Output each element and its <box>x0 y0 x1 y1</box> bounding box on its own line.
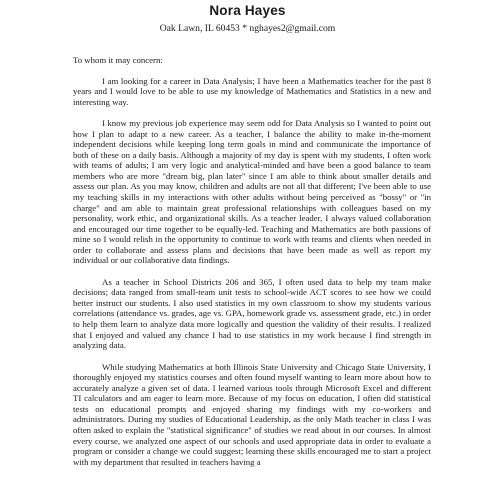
sender-contact: Oak Lawn, IL 60453 * nghayes2@gmail.com <box>159 23 336 34</box>
paragraph-education: While studying Mathematics at both Illinois State University and Chicago State University, I thoroughly enjoyed my statistics courses and often found myself wanting to learn more about how to accurately analyze a given set of data. I learned various tools through Microsoft Excel and different TI calculators and am eager to learn more. Because of my focus on education, I often did statistical tests on educational prompts and enjoyed sharing my findings with my co-workers and administrators. During my studies of Educational Leadership, as the only Math teacher in class I was often asked to explain the "statistical significance" of studies we read about in our courses. In almost every course, we analyzed one aspect of our schools and used appropriate data in order to evaluate a program or consider a change we could suggest; learning these skills encouraged me to start a project with my department that resulted in teachers having a <box>73 361 431 467</box>
sender-name: Nora Hayes <box>209 3 286 18</box>
salutation: To whom it may concern: <box>73 55 163 65</box>
letter-body <box>73 55 431 478</box>
paragraph-intro: I am looking for a career in Data Analysis; I have been a Mathematics teacher for the past 8 years and I would love to be able to use my knowledge of Mathematics and Statistics in a new and interesting way. <box>73 75 431 107</box>
paragraph-data-use: As a teacher in School Districts 206 and 365, I often used data to help my team make decisions; data ranged from small-team unit tests to school-wide ACT scores to see how we could better instruct our students. I also used statistics in my own classroom to show my students various correlations (attendance vs. grades, age vs. GPA, homework grade vs. assessment grade, etc.) in order to help them learn to analyze data more logically and question the validity of their results. I realized that I enjoyed and valued any chance I had to use statistics in my work because I find strength in analyzing data. <box>73 276 431 351</box>
paragraph-experience: I know my previous job experience may seem odd for Data Analysis so I wanted to point out how I plan to adapt to a new career. As a teacher, I balance the ability to make in-the-moment independent decisions while keeping long term goals in mind and communicate the importance of both of these on a daily basis. Although a majority of my day is spent with my students, I often work with teams of adults; I am very logic and analytical-minded and have been a good balance to team members who are more "dream big, plan later" since I am able to think about smaller details and assess our plan. As you may know, children and adults are not all that different; I've been able to use my teaching skills in my interactions with other adults without being perceived as "bossy" or "in charge" and am able to maintain great professional relationships with colleagues based on my personality, work ethic, and organizational skills. As a teacher leader, I always valued collaboration and encouraged our time together to be equally-led. Teaching and Mathematics are both passions of mine so I would relish in the opportunity to continue to work with teams and clients when needed in order to collaborate and assess plans and decisions that have been made as well as report my individual or our collaborative data findings. <box>73 118 431 266</box>
